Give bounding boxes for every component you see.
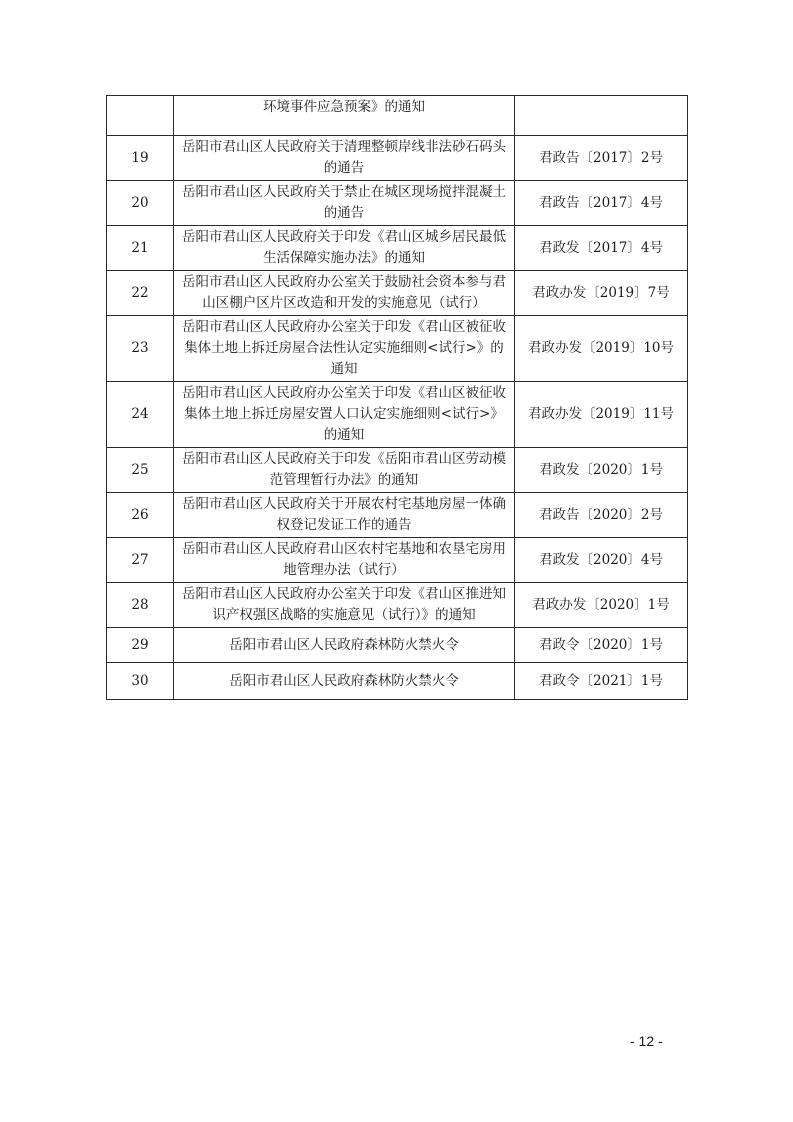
document-title: 环境事件应急预案》的通知 [174, 96, 515, 136]
table-row [107, 316, 688, 382]
table-row [107, 583, 688, 628]
document-number: 君政办发〔2019〕11号 [515, 382, 688, 448]
document-number: 君政告〔2017〕4号 [515, 181, 688, 226]
document-number [515, 96, 688, 136]
table-row [107, 628, 688, 663]
table-row [107, 493, 688, 538]
document-number: 君政办发〔2019〕7号 [515, 271, 688, 316]
row-number: 19 [107, 136, 174, 181]
page-number: - 12 - [630, 1033, 663, 1049]
document-number: 君政告〔2020〕2号 [515, 493, 688, 538]
row-number: 22 [107, 271, 174, 316]
document-title: 岳阳市君山区人民政府关于清理整顿岸线非法砂石码头的通告 [174, 136, 515, 181]
row-number: 29 [107, 628, 174, 663]
document-number: 君政告〔2017〕2号 [515, 136, 688, 181]
row-number: 25 [107, 448, 174, 493]
document-number: 君政发〔2020〕4号 [515, 538, 688, 583]
document-title: 岳阳市君山区人民政府关于印发《岳阳市君山区劳动模范管理暂行办法》的通知 [174, 448, 515, 493]
row-number: 27 [107, 538, 174, 583]
document-title: 岳阳市君山区人民政府森林防火禁火令 [174, 628, 515, 663]
table-row [107, 96, 688, 136]
document-title: 岳阳市君山区人民政府办公室关于鼓励社会资本参与君山区棚户区片区改造和开发的实施意见（试行） [174, 271, 515, 316]
document-number: 君政发〔2017〕4号 [515, 226, 688, 271]
table-row [107, 382, 688, 448]
regulation-list-table [106, 95, 688, 700]
document-title: 岳阳市君山区人民政府森林防火禁火令 [174, 663, 515, 700]
document-title: 岳阳市君山区人民政府办公室关于印发《君山区被征收集体土地上拆迁房屋合法性认定实施细则<试行>》的通知 [174, 316, 515, 382]
row-number: 28 [107, 583, 174, 628]
document-title: 岳阳市君山区人民政府君山区农村宅基地和农垦宅房用地管理办法（试行） [174, 538, 515, 583]
row-number: 20 [107, 181, 174, 226]
row-number: 21 [107, 226, 174, 271]
document-number: 君政令〔2021〕1号 [515, 663, 688, 700]
row-number: 30 [107, 663, 174, 700]
table-row [107, 448, 688, 493]
document-title: 岳阳市君山区人民政府关于印发《君山区城乡居民最低生活保障实施办法》的通知 [174, 226, 515, 271]
document-number: 君政办发〔2019〕10号 [515, 316, 688, 382]
table-row [107, 271, 688, 316]
row-number [107, 96, 174, 136]
table-row [107, 181, 688, 226]
document-number: 君政办发〔2020〕1号 [515, 583, 688, 628]
table-row [107, 136, 688, 181]
document-title: 岳阳市君山区人民政府关于禁止在城区现场搅拌混凝土的通告 [174, 181, 515, 226]
row-number: 26 [107, 493, 174, 538]
document-title: 岳阳市君山区人民政府关于开展农村宅基地房屋一体确权登记发证工作的通告 [174, 493, 515, 538]
document-number: 君政令〔2020〕1号 [515, 628, 688, 663]
document-title: 岳阳市君山区人民政府办公室关于印发《君山区推进知识产权强区战略的实施意见（试行）》的通知 [174, 583, 515, 628]
document-title: 岳阳市君山区人民政府办公室关于印发《君山区被征收集体土地上拆迁房屋安置人口认定实施细则<试行>》的通知 [174, 382, 515, 448]
row-number: 24 [107, 382, 174, 448]
table-row [107, 226, 688, 271]
row-number: 23 [107, 316, 174, 382]
table-row [107, 538, 688, 583]
document-number: 君政发〔2020〕1号 [515, 448, 688, 493]
table-row [107, 663, 688, 700]
